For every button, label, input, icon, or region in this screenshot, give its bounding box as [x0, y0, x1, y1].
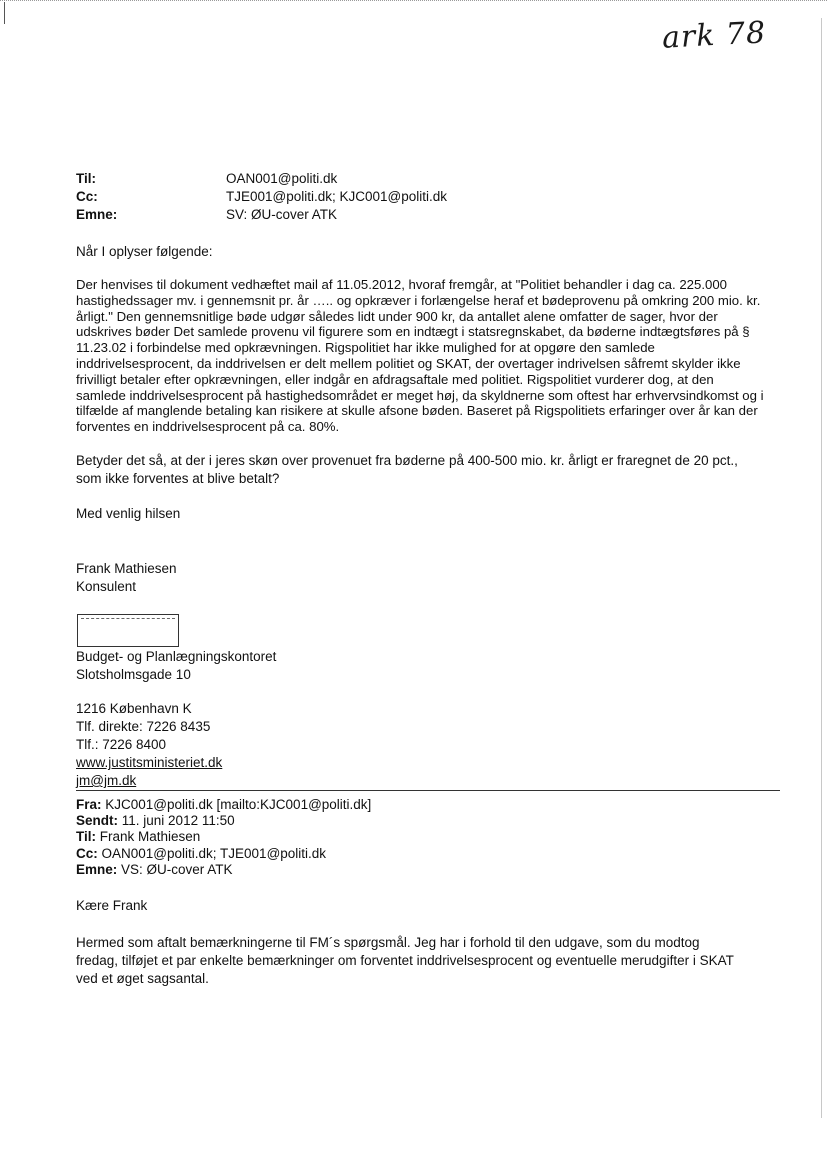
- forward-greeting: Kære Frank: [76, 898, 148, 913]
- header-to-value: OAN001@politi.dk: [226, 171, 338, 186]
- forward-from-value: KJC001@politi.dk [mailto:KJC001@politi.dk]: [105, 797, 372, 812]
- header-subject-label: Emne:: [76, 207, 118, 222]
- handwritten-stamp: ark 78: [661, 15, 767, 56]
- signature-website-link[interactable]: www.justitsministeriet.dk: [76, 755, 223, 770]
- quoted-paragraph: Der henvises til dokument vedhæftet mail af 11.05.2012, hvoraf fremgår, at "Politiet behandler i dag ca. 225.000 hastighedssager mv. i gennemsnit pr. år ….. og opkræver i forlængelse heraf et bødeprovenu på omkring 200 mio. kr. årligt." Den gennemsnitlige bøde udgør således lidt under 900 kr, da antallet alene omfatter de sager, hvor der udskrives bøder Det samlede provenu vil figurere som en indtægt i statsregnskabet, da bøderne indtægtsføres på § 11.23.02 i forbindelse med opkrævningen. Rigspolitiet har ikke mulighed for at opgøre den samlede inddrivelsesprocent, da inddrivelsen er delt mellem politiet og SKAT, der overtager indrivelsen såfremt skylder ikke frivilligt betaler efter opkrævningen, eller indgår en afdragsaftale med politiet. Rigspolitiet vurderer dog, at den samlede inddrivelsesprocent på hastighedsområdet er meget høj, da skyldnerne som oftest har erhvervsindkomst og i tilfælde af manglende betaling kan risikere at skulle afsone bøden. Baseret på Rigspolitiets erfaringer over år kan der forventes en inddrivelsesprocent på ca. 80%.: [76, 277, 764, 435]
- signature-city: 1216 København K: [76, 701, 192, 716]
- forward-sent: [76, 813, 235, 829]
- forward-to: [76, 829, 200, 845]
- forward-message: Hermed som aftalt bemærkningerne til FM´s spørgsmål. Jeg har i forhold til den udgave, som du modtog fredag, tilføjet et par enkelte bemærkninger om forventet inddrivelsesprocent og eventuelle merudgifter i SKAT ved et øget sagsantal.: [76, 935, 734, 986]
- scan-edge-top: [0, 0, 827, 7]
- forward-to-value: Frank Mathiesen: [99, 829, 201, 844]
- signature-title: Konsulent: [76, 579, 137, 594]
- signature-email-link[interactable]: jm@jm.dk: [76, 773, 137, 788]
- forward-sent-value: 11. juni 2012 11:50: [121, 813, 235, 828]
- signature-phone: Tlf.: 7226 8400: [76, 737, 167, 752]
- logo-image: [77, 614, 179, 647]
- forward-sent-label: Sendt:: [76, 813, 118, 828]
- signature-phone-direct: Tlf. direkte: 7226 8435: [76, 719, 211, 734]
- signature-street: Slotsholmsgade 10: [76, 667, 191, 682]
- intro-text: Når I oplyser følgende:: [76, 244, 213, 259]
- forward-cc-label: Cc:: [76, 846, 98, 861]
- question-paragraph: Betyder det så, at der i jeres skøn over provenuet fra bøderne på 400-500 mio. kr. årligt er fraregnet de 20 pct., som ikke forventes at blive betalt?: [76, 453, 738, 486]
- forward-to-label: Til:: [76, 829, 96, 844]
- forward-cc-value: OAN001@politi.dk; TJE001@politi.dk: [101, 846, 327, 861]
- scan-edge-left: [4, 2, 5, 24]
- forward-cc: [76, 846, 326, 862]
- forward-subject: [76, 862, 233, 878]
- header-cc-label: Cc:: [76, 189, 98, 204]
- forward-from-label: Fra:: [76, 797, 102, 812]
- header-to-label: Til:: [76, 171, 96, 186]
- header-cc: [76, 188, 448, 206]
- scan-edge-right: [821, 18, 822, 1118]
- forward-subject-value: VS: ØU-cover ATK: [121, 862, 233, 877]
- header-to: [76, 170, 338, 188]
- header-subject-value: SV: ØU-cover ATK: [226, 207, 338, 222]
- closing-text: Med venlig hilsen: [76, 506, 181, 521]
- signature-department: Budget- og Planlægningskontoret: [76, 649, 277, 664]
- forward-subject-label: Emne:: [76, 862, 118, 877]
- header-cc-value: TJE001@politi.dk; KJC001@politi.dk: [226, 189, 448, 204]
- forward-from: [76, 797, 371, 813]
- signature-name: Frank Mathiesen: [76, 561, 177, 576]
- separator-rule: [76, 790, 780, 791]
- header-subject: [76, 206, 338, 224]
